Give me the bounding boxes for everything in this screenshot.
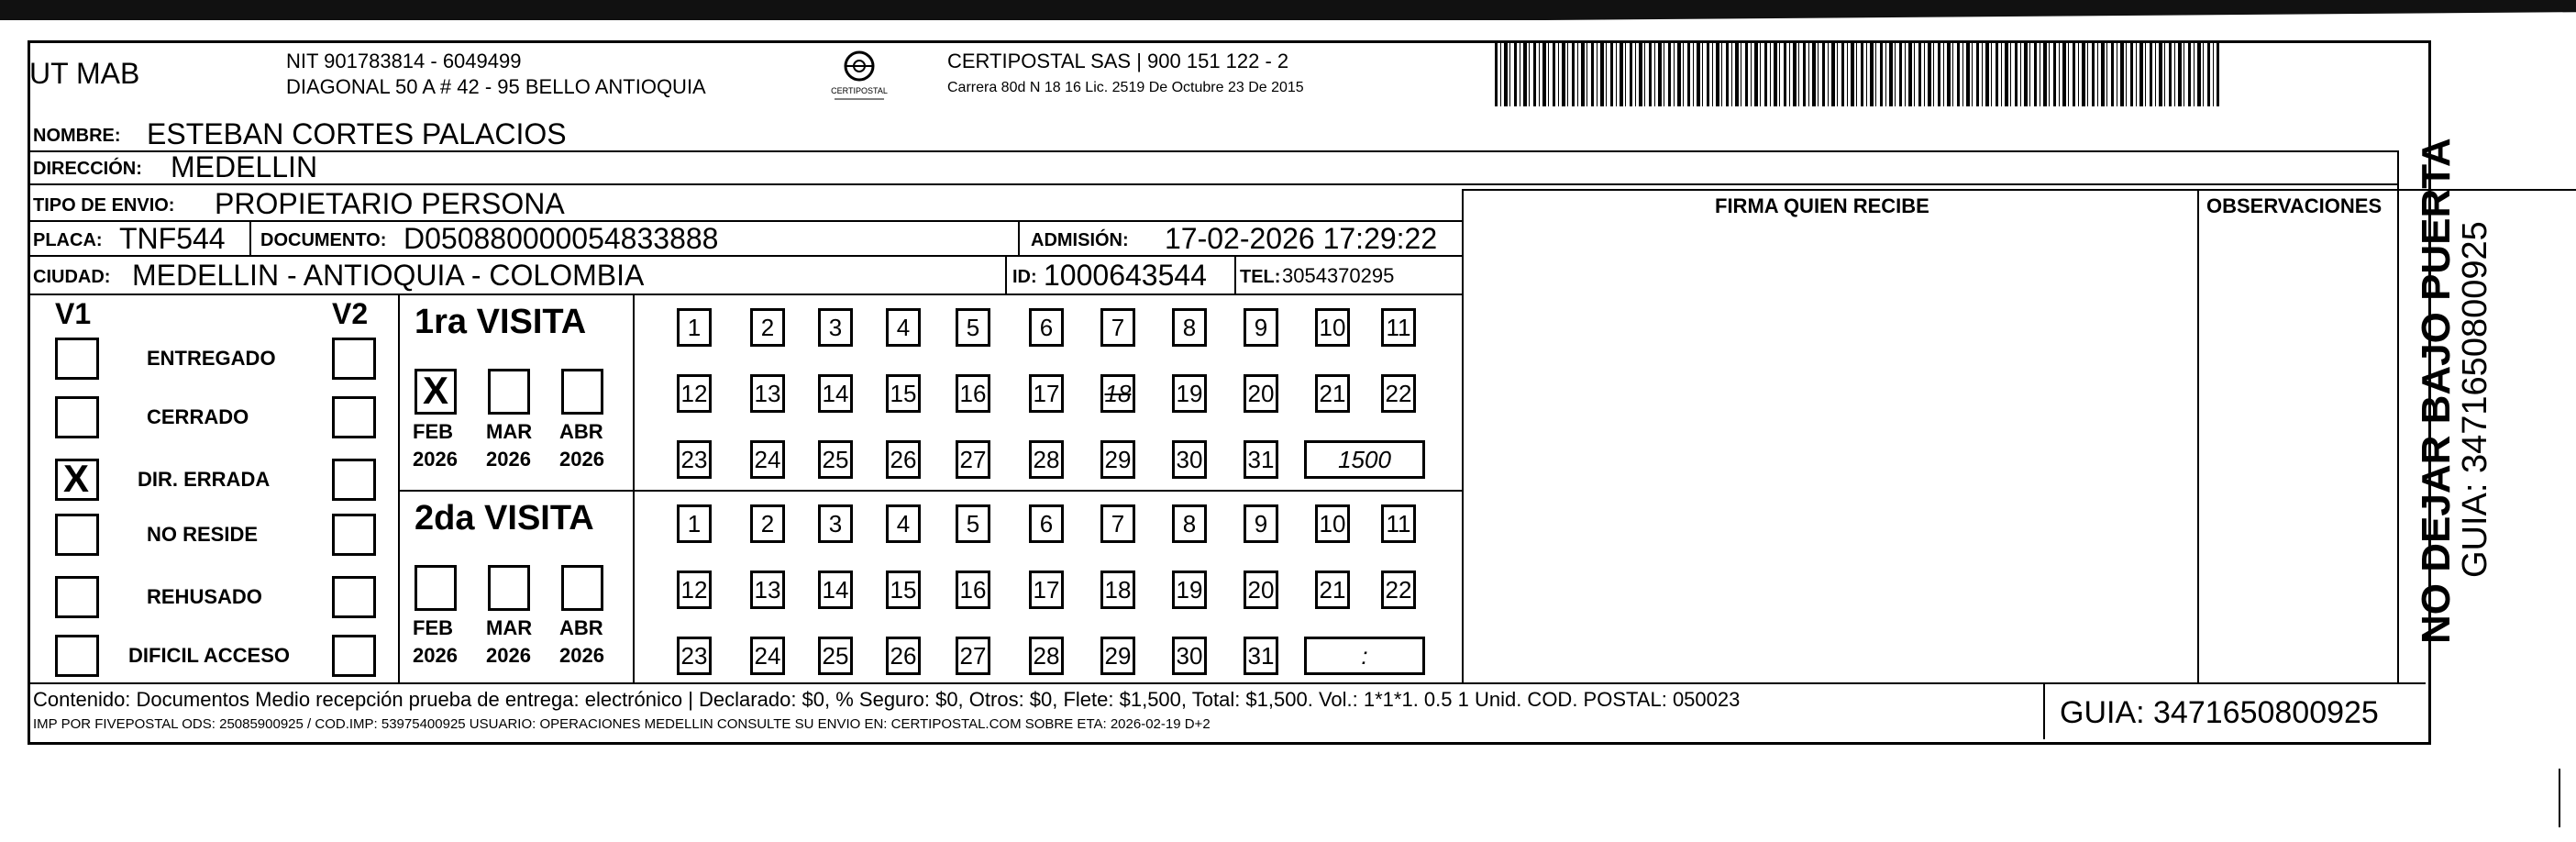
tipo-value: PROPIETARIO PERSONA xyxy=(215,187,565,220)
day-box[interactable]: 17 xyxy=(1029,571,1064,609)
imp-text: IMP POR FIVEPOSTAL ODS: 25085900925 / COD.IMP: 53975400925 USUARIO: OPERACIONES MEDELLIN CONSULTE SU ENVIO EN: CERTIPOSTAL.COM SOBRE ETA: 2026-02-19 D+2 xyxy=(33,716,1211,732)
v1-checkbox[interactable] xyxy=(55,396,99,438)
day-box[interactable]: 29 xyxy=(1100,440,1135,479)
day-box[interactable]: 6 xyxy=(1029,308,1064,347)
no-dejar-bajo-puerta: NO DEJAR BAJO PUERTA xyxy=(2414,138,2459,644)
placa-value: TNF544 xyxy=(119,222,226,255)
months-right-border xyxy=(633,294,635,682)
status-label: CERRADO xyxy=(147,405,249,428)
footer-line xyxy=(28,682,2426,684)
month-year: 2026 xyxy=(413,644,458,667)
id-sep xyxy=(1005,257,1007,294)
day-box[interactable]: 20 xyxy=(1244,374,1278,413)
month-checkbox[interactable] xyxy=(561,369,603,415)
day-box[interactable]: 17 xyxy=(1029,374,1064,413)
month-name: FEB xyxy=(413,616,453,639)
day-box[interactable]: 11 xyxy=(1381,504,1416,543)
day-box[interactable]: 22 xyxy=(1381,571,1416,609)
firma-label: FIRMA QUIEN RECIBE xyxy=(1715,194,1929,217)
ciudad-value: MEDELLIN - ANTIOQUIA - COLOMBIA xyxy=(132,259,645,292)
day-box[interactable]: 13 xyxy=(750,374,785,413)
day-box[interactable]: 4 xyxy=(886,308,921,347)
visit-title: 2da VISITA xyxy=(415,499,594,537)
day-box[interactable]: 1 xyxy=(677,504,712,543)
day-box[interactable]: 5 xyxy=(956,308,990,347)
month-year: 2026 xyxy=(559,644,604,667)
day-box[interactable]: 14 xyxy=(818,374,853,413)
status-label: DIR. ERRADA xyxy=(138,468,271,491)
guia-sep xyxy=(2043,682,2045,739)
day-box[interactable]: 7 xyxy=(1100,504,1135,543)
side-guia: GUIA: 3471650800925 xyxy=(2456,221,2494,578)
day-box[interactable]: 22 xyxy=(1381,374,1416,413)
day-box[interactable]: 23 xyxy=(677,440,712,479)
day-box[interactable]: 27 xyxy=(956,637,990,675)
day-box[interactable]: 28 xyxy=(1029,637,1064,675)
day-box[interactable]: 4 xyxy=(886,504,921,543)
month-checkbox[interactable] xyxy=(488,565,530,611)
month-checkbox[interactable] xyxy=(415,369,457,415)
v1-checkbox[interactable] xyxy=(55,459,99,501)
month-year: 2026 xyxy=(413,448,458,471)
placa-sep xyxy=(249,220,251,257)
day-box[interactable]: 19 xyxy=(1172,571,1207,609)
day-box[interactable]: 29 xyxy=(1100,637,1135,675)
day-box[interactable]: 9 xyxy=(1244,504,1278,543)
day-box[interactable]: 19 xyxy=(1172,374,1207,413)
visit-title: 1ra VISITA xyxy=(415,303,587,341)
admision-sep xyxy=(1018,220,1020,257)
day-box[interactable]: 10 xyxy=(1315,504,1350,543)
month-name: MAR xyxy=(486,420,533,443)
month-checkbox[interactable] xyxy=(561,565,603,611)
day-box[interactable]: 21 xyxy=(1315,374,1350,413)
month-year: 2026 xyxy=(486,448,531,471)
row-line-2 xyxy=(28,183,2398,185)
status-right-border xyxy=(398,294,400,682)
day-box[interactable]: 18 xyxy=(1100,571,1135,609)
month-year: 2026 xyxy=(486,644,531,667)
row-line-5 xyxy=(28,294,1463,295)
ciudad-label: CIUDAD: xyxy=(33,267,111,287)
row-line-4 xyxy=(28,255,1463,257)
month-name: ABR xyxy=(559,420,603,443)
tel-sep xyxy=(1234,257,1236,294)
company-name: CERTIPOSTAL SAS | 900 151 122 - 2 xyxy=(947,50,1289,72)
day-box[interactable]: 8 xyxy=(1172,308,1207,347)
day-box[interactable]: 12 xyxy=(677,374,712,413)
v2-label: V2 xyxy=(332,297,369,330)
day-box[interactable]: 3 xyxy=(818,504,853,543)
day-box[interactable]: 12 xyxy=(677,571,712,609)
svg-text:CERTIPOSTAL: CERTIPOSTAL xyxy=(831,86,888,95)
obs-right-border xyxy=(2397,150,2399,682)
day-box[interactable]: 25 xyxy=(818,440,853,479)
status-label: ENTREGADO xyxy=(147,347,276,370)
day-box[interactable]: 15 xyxy=(886,374,921,413)
day-box[interactable]: 7 xyxy=(1100,308,1135,347)
row-line-1 xyxy=(28,150,2398,152)
v2-checkbox[interactable] xyxy=(332,576,376,618)
contenido-text: Contenido: Documentos Medio recepción prueba de entrega: electrónico | Declarado: $0, % Seguro: $0, Otros: $0, Flete: $1,500, Total: $1,500. Vol.: 1*1*1. 0.5 1 Unid. COD. POSTAL: 050023 xyxy=(33,688,1741,711)
month-name: ABR xyxy=(559,616,603,639)
status-label: DIFICIL ACCESO xyxy=(128,644,291,667)
day-box[interactable]: 9 xyxy=(1244,308,1278,347)
day-box[interactable]: 6 xyxy=(1029,504,1064,543)
id-label: ID: xyxy=(1012,267,1037,287)
v1-checkbox[interactable] xyxy=(55,635,99,677)
id-value: 1000643544 xyxy=(1044,259,1207,292)
day-box[interactable]: 20 xyxy=(1244,571,1278,609)
documento-label: DOCUMENTO: xyxy=(260,230,387,250)
day-box[interactable]: 10 xyxy=(1315,308,1350,347)
status-label: REHUSADO xyxy=(147,585,262,608)
day-box[interactable]: 16 xyxy=(956,374,990,413)
nombre-value: ESTEBAN CORTES PALACIOS xyxy=(147,117,567,150)
footer-guia: GUIA: 3471650800925 xyxy=(2060,695,2379,730)
day-box[interactable]: 30 xyxy=(1172,637,1207,675)
month-name: MAR xyxy=(486,616,533,639)
placa-label: PLACA: xyxy=(33,230,103,250)
obs-left-border xyxy=(2197,189,2199,682)
admision-label: ADMISIÓN: xyxy=(1031,230,1129,250)
day-box[interactable]: 27 xyxy=(956,440,990,479)
time-box[interactable]: : xyxy=(1304,637,1425,675)
tipo-label: TIPO DE ENVIO: xyxy=(33,195,175,216)
day-box[interactable]: 26 xyxy=(886,637,921,675)
day-box[interactable]: 31 xyxy=(1244,637,1278,675)
day-box[interactable]: 5 xyxy=(956,504,990,543)
day-box[interactable]: 1 xyxy=(677,308,712,347)
firma-left-border xyxy=(1462,189,1464,682)
check-mark: X xyxy=(63,457,90,500)
day-box[interactable]: 25 xyxy=(818,637,853,675)
day-box[interactable]: 26 xyxy=(886,440,921,479)
month-checkbox[interactable] xyxy=(415,565,457,611)
day-box[interactable]: 28 xyxy=(1029,440,1064,479)
day-box[interactable]: 13 xyxy=(750,571,785,609)
day-box[interactable]: 2 xyxy=(750,308,785,347)
day-box[interactable]: 14 xyxy=(818,571,853,609)
tel-value: 3054370295 xyxy=(1282,264,1395,287)
documento-value: D050880000054833888 xyxy=(404,222,719,255)
observaciones-label: OBSERVACIONES xyxy=(2206,194,2383,217)
v1-checkbox[interactable] xyxy=(55,576,99,618)
v1-checkbox[interactable] xyxy=(55,338,99,380)
time-box[interactable]: 1500 xyxy=(1304,440,1425,479)
row-line-2b xyxy=(1463,189,2576,191)
v2-checkbox[interactable] xyxy=(332,459,376,501)
day-box[interactable]: 8 xyxy=(1172,504,1207,543)
v2-checkbox[interactable] xyxy=(332,396,376,438)
status-label: NO RESIDE xyxy=(147,523,259,546)
admision-value: 17-02-2026 17:29:22 xyxy=(1165,222,1438,255)
check-mark: X xyxy=(423,369,449,412)
tel-label: TEL: xyxy=(1240,267,1281,287)
direccion-value: MEDELLIN xyxy=(171,150,318,183)
sender-address: DIAGONAL 50 A # 42 - 95 BELLO ANTIOQUIA xyxy=(286,75,706,98)
page-edge xyxy=(2559,769,2560,827)
day-box[interactable]: 18 xyxy=(1100,374,1135,413)
day-box[interactable]: 16 xyxy=(956,571,990,609)
v2-checkbox[interactable] xyxy=(332,514,376,556)
month-checkbox[interactable] xyxy=(488,369,530,415)
day-box[interactable]: 31 xyxy=(1244,440,1278,479)
day-box[interactable]: 24 xyxy=(750,637,785,675)
day-box[interactable]: 23 xyxy=(677,637,712,675)
nombre-label: NOMBRE: xyxy=(33,126,121,146)
day-box[interactable]: 11 xyxy=(1381,308,1416,347)
day-box[interactable]: 21 xyxy=(1315,571,1350,609)
day-box[interactable]: 2 xyxy=(750,504,785,543)
sender-nit: NIT 901783814 - 6049499 xyxy=(286,50,522,72)
visit-divider xyxy=(398,490,1462,492)
day-box[interactable]: 3 xyxy=(818,308,853,347)
company-license: Carrera 80d N 18 16 Lic. 2519 De Octubre 23 De 2015 xyxy=(947,80,1304,95)
month-name: FEB xyxy=(413,420,453,443)
day-box[interactable]: 30 xyxy=(1172,440,1207,479)
direccion-label: DIRECCIÓN: xyxy=(33,159,142,179)
v1-label: V1 xyxy=(55,297,92,330)
v2-checkbox[interactable] xyxy=(332,338,376,380)
v2-checkbox[interactable] xyxy=(332,635,376,677)
month-year: 2026 xyxy=(559,448,604,471)
day-box[interactable]: 15 xyxy=(886,571,921,609)
v1-checkbox[interactable] xyxy=(55,514,99,556)
sender-name: UT MAB xyxy=(29,57,140,90)
day-box[interactable]: 24 xyxy=(750,440,785,479)
top-edge-band xyxy=(0,0,2576,20)
